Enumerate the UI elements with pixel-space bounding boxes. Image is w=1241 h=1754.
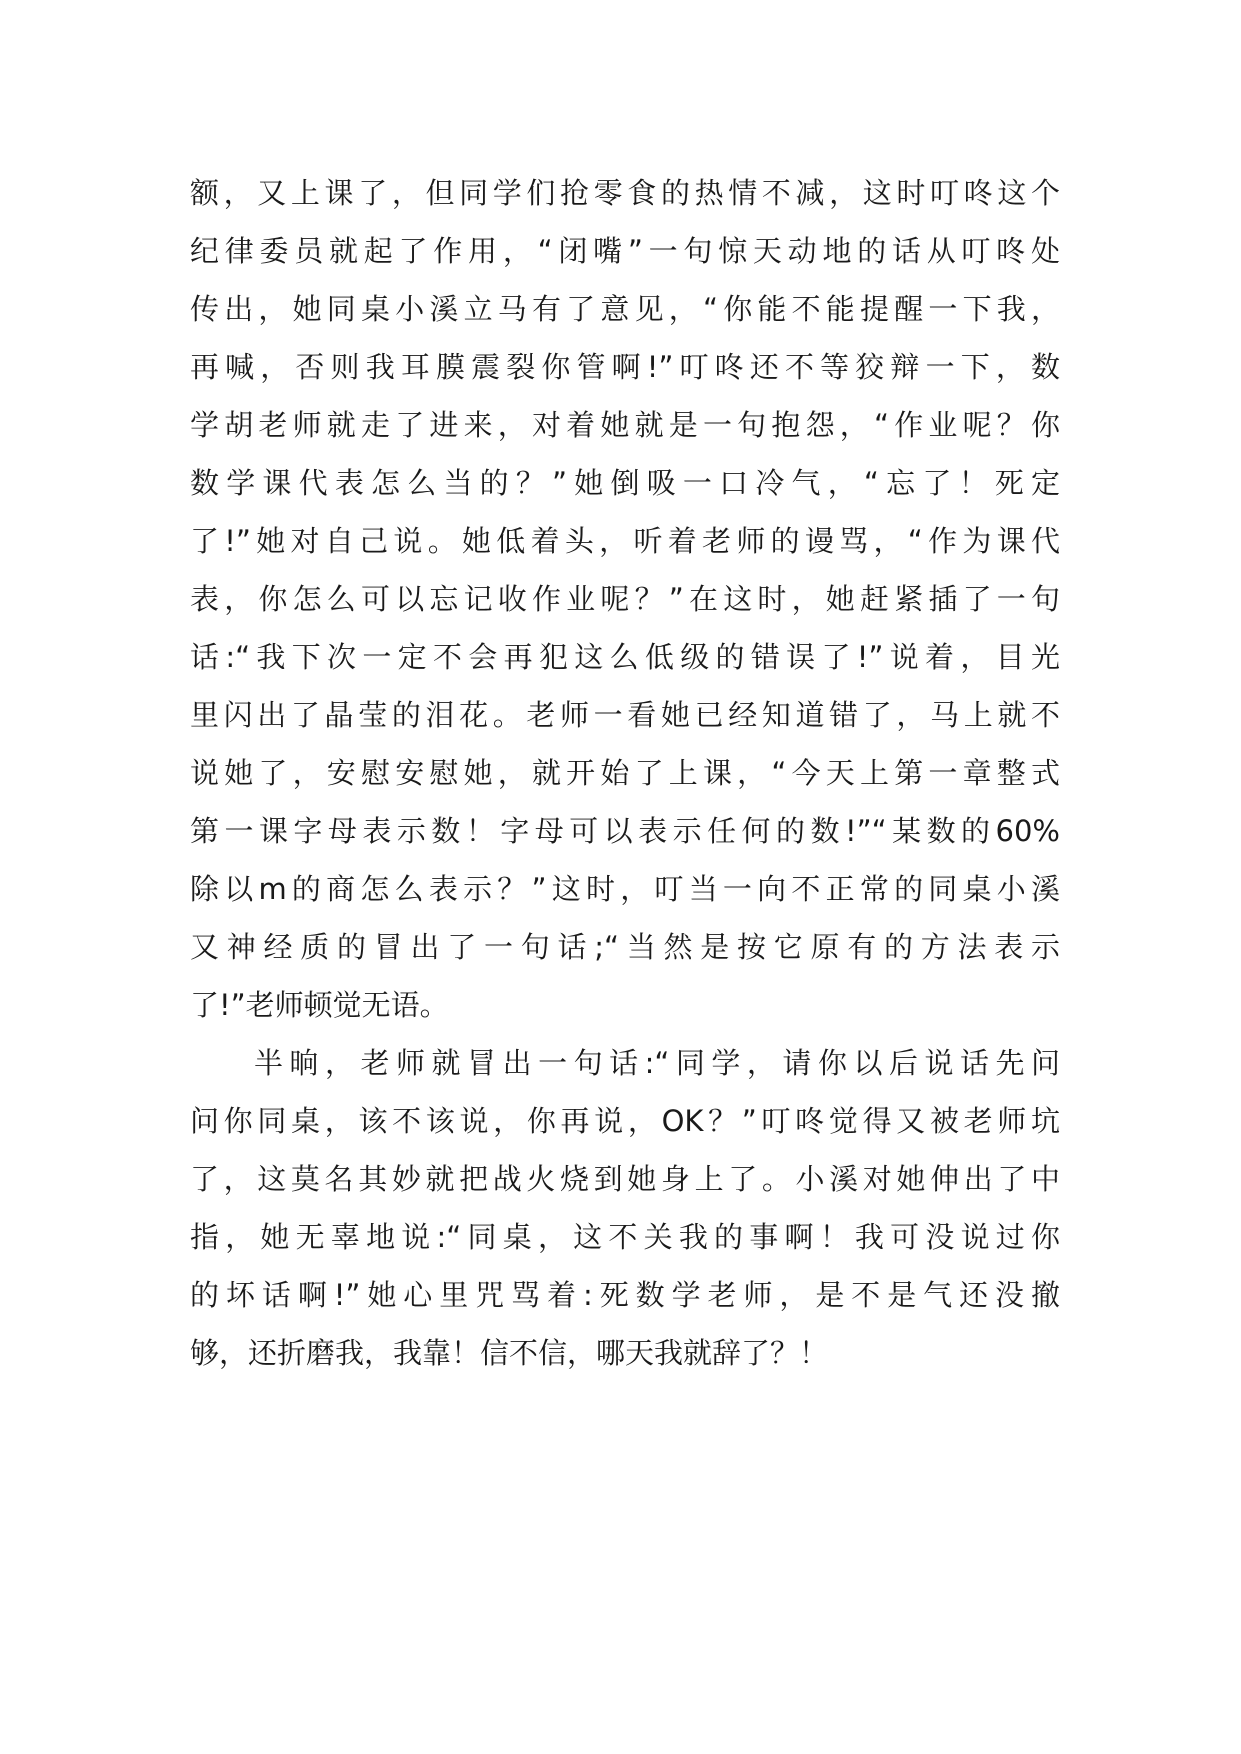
text-line: 又神经质的冒出了一句话;“当然是按它原有的方法表示 [190, 930, 1060, 964]
text-line: 再喊，否则我耳膜震裂你管啊!”叮咚还不等狡辩一下，数 [190, 350, 1060, 384]
paragraph-1 [190, 164, 1060, 1034]
paragraph-2 [190, 1034, 1060, 1382]
text-line: 额，又上课了，但同学们抢零食的热情不减，这时叮咚这个 [190, 176, 1060, 210]
text-line: 话:“我下次一定不会再犯这么低级的错误了!”说着，目光 [190, 640, 1060, 674]
text-line: 学胡老师就走了进来，对着她就是一句抱怨，“作业呢？你 [190, 408, 1060, 442]
text-line: 够，还折磨我，我靠！信不信，哪天我就辞了？！ [190, 1336, 829, 1370]
text-line: 纪律委员就起了作用，“闭嘴”一句惊天动地的话从叮咚处 [190, 234, 1060, 268]
text-line: 半晌，老师就冒出一句话:“同学，请你以后说话先问 [254, 1046, 1060, 1080]
text-line: 的坏话啊!”她心里咒骂着:死数学老师，是不是气还没撤 [190, 1278, 1060, 1312]
text-line: 了!”她对自己说。她低着头，听着老师的谩骂，“作为课代 [190, 524, 1060, 558]
text-line: 表，你怎么可以忘记收作业呢？”在这时，她赶紧插了一句 [190, 582, 1060, 616]
text-line: 数学课代表怎么当的？”她倒吸一口冷气，“忘了！死定 [190, 466, 1060, 500]
text-line: 除以m的商怎么表示？”这时，叮当一向不正常的同桌小溪 [190, 872, 1060, 906]
text-line: 传出，她同桌小溪立马有了意见，“你能不能提醒一下我， [190, 292, 1060, 326]
text-line: 问你同桌，该不该说，你再说，OK？”叮咚觉得又被老师坑 [190, 1104, 1060, 1138]
text-line: 第一课字母表示数！字母可以表示任何的数!”“某数的60% [190, 814, 1060, 848]
text-line: 了，这莫名其妙就把战火烧到她身上了。小溪对她伸出了中 [190, 1162, 1060, 1196]
text-line: 了!”老师顿觉无语。 [190, 988, 449, 1022]
text-line: 里闪出了晶莹的泪花。老师一看她已经知道错了，马上就不 [190, 698, 1060, 732]
text-line: 指，她无辜地说:“同桌，这不关我的事啊！我可没说过你 [190, 1220, 1060, 1254]
text-line: 说她了，安慰安慰她，就开始了上课，“今天上第一章整式 [190, 756, 1060, 790]
